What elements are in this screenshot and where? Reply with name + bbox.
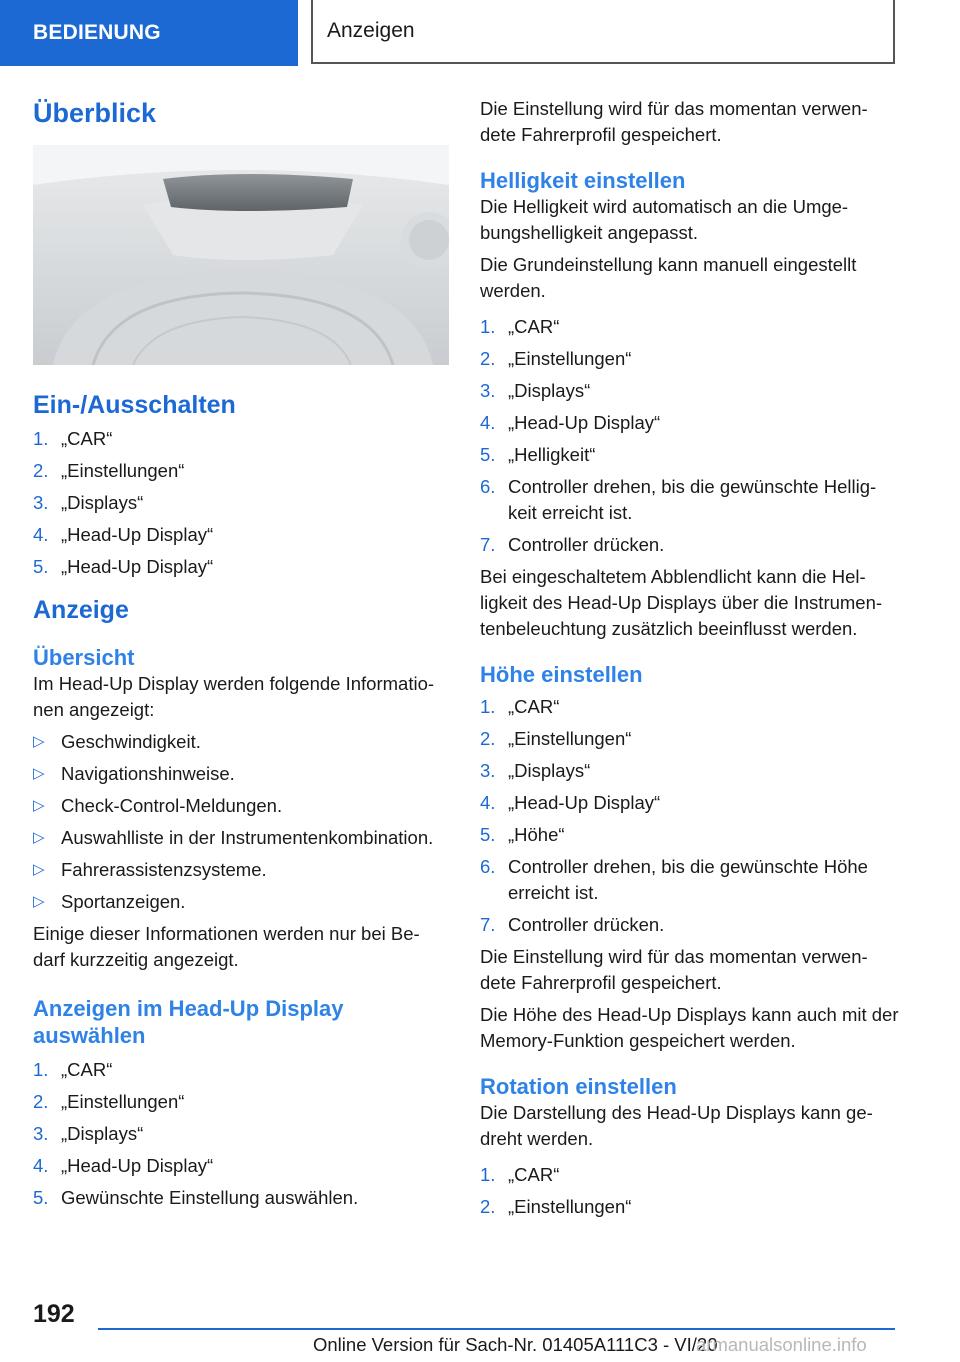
triangle-bullet-icon: ▷ [33,861,45,878]
rotation-text: Die Darstellung des Head-Up Displays kann ge-dreht werden. [480,1102,873,1149]
triangle-bullet-icon: ▷ [33,797,45,814]
list-item: 6. Controller drehen, bis die gewünschte Höhe erreicht ist. [480,856,868,903]
intro-text: Die Einstellung wird für das momentan verwen-dete Fahrerprofil gespeichert. [480,98,868,145]
list-item: 4. „Head-Up Display“ [480,412,661,433]
list-item: 2. „Einstellungen“ [33,460,185,481]
list-item: 3. „Displays“ [33,1123,144,1144]
brightness-note: Bei eingeschaltetem Abblendlicht kann die Hel-ligkeit des Head-Up Displays über die Instrumen-tenbeleuchtung zusätzlich beeinflusst werden. [480,566,883,639]
list-item: 7. Controller drücken. [480,914,665,935]
rotation-steps [480,1162,900,1220]
list-item: 2. „Einstellungen“ [480,348,632,369]
display-heading: Anzeige [33,596,129,624]
height-text-1: Die Einstellung wird für das momentan verwen-dete Fahrerprofil gespeichert. [480,946,868,993]
list-item: 1. „CAR“ [33,428,113,449]
list-item: 7. Controller drücken. [480,534,665,555]
list-item: 5. „Höhe“ [480,824,565,845]
brightness-steps [480,314,900,558]
onoff-steps [33,426,449,580]
list-item: 2. „Einstellungen“ [33,1091,185,1112]
triangle-bullet-icon: ▷ [33,829,45,846]
list-item: 3. „Displays“ [480,380,591,401]
triangle-bullet-icon: ▷ [33,893,45,910]
uebersicht-text: Im Head-Up Display werden folgende Informatio-nen angezeigt: [33,673,435,720]
list-item: 2. „Einstellungen“ [480,1196,632,1217]
list-item: 3. „Displays“ [33,492,144,513]
overview-heading: Überblick [33,98,157,128]
height-steps [480,694,900,938]
brightness-text-1: Die Helligkeit wird automatisch an die Umge-bungshelligkeit angepasst. [480,196,849,243]
height-heading: Höhe einstellen [480,662,643,687]
list-item: 5. „Head-Up Display“ [33,556,214,577]
triangle-bullet-icon: ▷ [33,765,45,782]
list-item: 4. „Head-Up Display“ [33,524,214,545]
select-heading: Anzeigen im Head-Up Display auswählen [33,996,344,1048]
chapter-tab [311,0,895,64]
list-item: 5. „Helligkeit“ [480,444,596,465]
section-label: BEDIENUNG [33,21,161,44]
uebersicht-heading: Übersicht [33,645,135,670]
list-item: 3. „Displays“ [480,760,591,781]
height-text-2: Die Höhe des Head-Up Displays kann auch mit der Memory-Funktion gespeichert werden. [480,1004,899,1051]
list-item: ▷ Check-Control-Meldungen. [33,793,449,819]
head-up-display-photo [33,145,449,365]
page-number: 192 [33,1300,75,1328]
section-tab [0,0,298,66]
list-item: 1. „CAR“ [480,1164,560,1185]
brightness-text-2: Die Grundeinstellung kann manuell eingestellt werden. [480,254,857,301]
list-item: 1. „CAR“ [33,1059,113,1080]
list-item: 1. „CAR“ [480,696,560,717]
list-item: ▷ Sportanzeigen. [33,889,449,915]
list-item: 2. „Einstellungen“ [480,728,632,749]
select-steps [33,1057,449,1211]
rotation-heading: Rotation einstellen [480,1074,677,1099]
triangle-bullet-icon: ▷ [33,733,45,750]
list-item: ▷ Fahrerassistenzsysteme. [33,857,449,883]
list-item: 4. „Head-Up Display“ [33,1155,214,1176]
footer-text: Online Version für Sach-Nr. 01405A111C3 - VI/20 [313,1334,718,1355]
list-item: 6. Controller drehen, bis die gewünschte Hellig-keit erreicht ist. [480,476,877,523]
list-item: 1. „CAR“ [480,316,560,337]
list-item: 4. „Head-Up Display“ [480,792,661,813]
chapter-label: Anzeigen [327,19,415,42]
brightness-heading: Helligkeit einstellen [480,168,686,193]
feature-bullets [33,729,449,915]
watermark: armanualsonline.info [696,1334,867,1355]
left-column [33,98,449,1217]
list-item: ▷ Auswahlliste in der Instrumentenkombination. [33,825,449,851]
footer-divider [98,1328,895,1330]
list-item: ▷ Navigationshinweise. [33,761,449,787]
right-column [480,96,900,1226]
onoff-heading: Ein-/Ausschalten [33,391,236,419]
bullets-note: Einige dieser Informationen werden nur bei Be-darf kurzzeitig angezeigt. [33,923,420,970]
list-item: ▷ Geschwindigkeit. [33,729,449,755]
list-item: 5. Gewünschte Einstellung auswählen. [33,1187,359,1208]
